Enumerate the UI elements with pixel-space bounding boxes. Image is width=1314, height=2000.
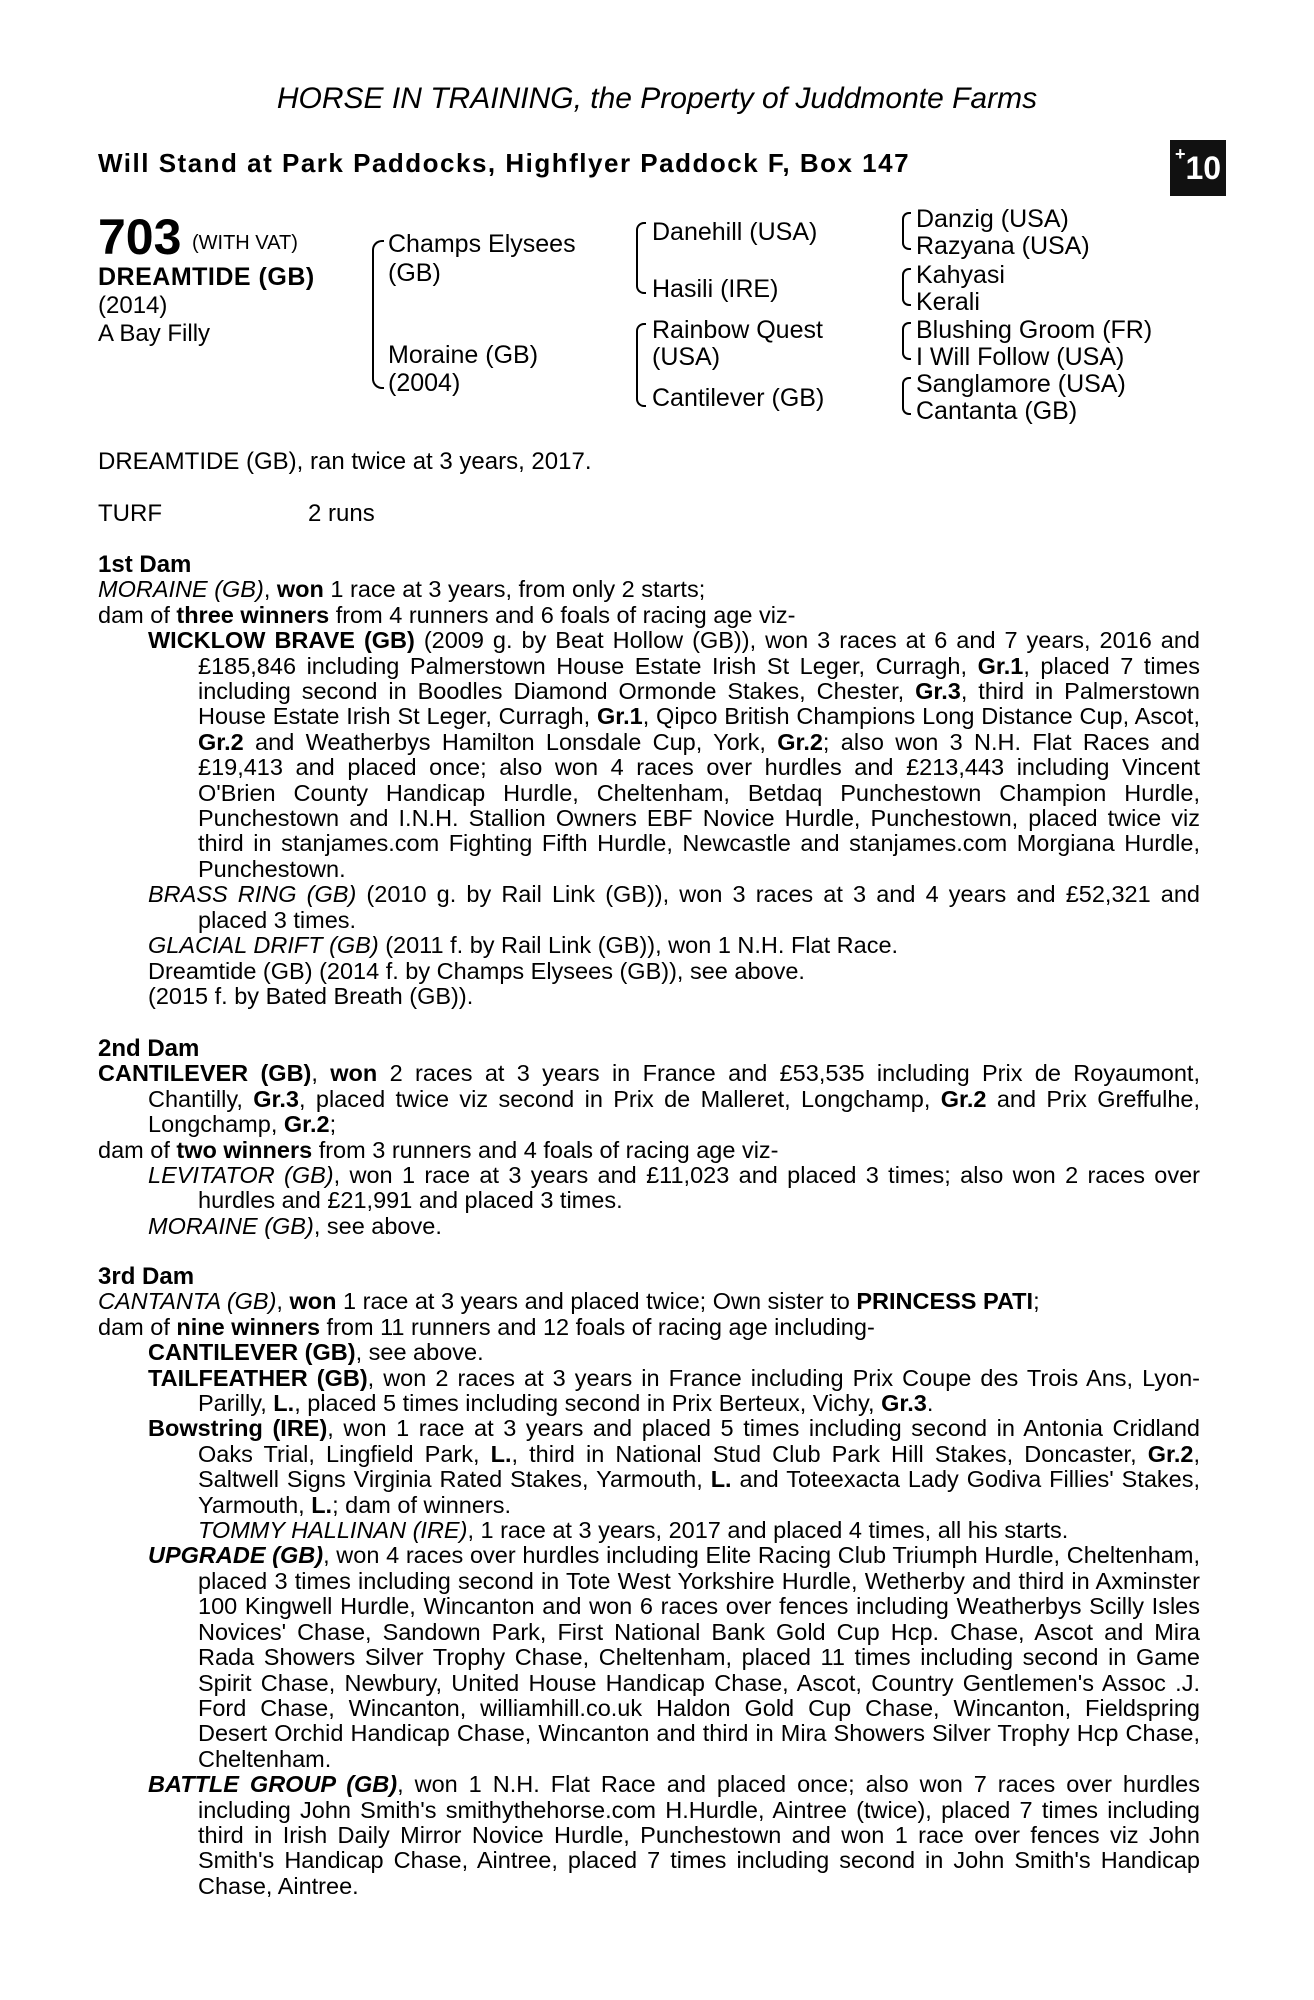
third-dam-title: 3rd Dam: [98, 1263, 195, 1290]
dam-sire-line2: (USA): [652, 343, 721, 371]
g4: Kerali: [916, 288, 980, 316]
progeny-dreamtide: Dreamtide (GB) (2014 f. by Champs Elysees (GB)), see above.: [148, 957, 805, 984]
second-dam-section: [98, 1036, 1200, 1239]
g5: Blushing Groom (FR): [916, 316, 1153, 344]
first-dam-line1: MORAINE (GB), won 1 race at 3 years, from only 2 starts;: [98, 576, 706, 603]
dam-line2: (2004): [388, 369, 461, 397]
progeny-battle-group: BATTLE GROUP (GB), won 1 N.H. Flat Race and placed once; also won 7 races over hurdles including John Smith's smithythehorse.com H.Hurdle, Aintree (twice), placed 7 times including third in Irish Daily Mirror Novice Hurdle, Punchestown and won 1 race over fences viz John Smith's Handicap Chase, Aintree, placed 7 times including second in John Smith's Handicap Chase, Aintree.: [148, 1771, 1200, 1899]
g1: Danzig (USA): [916, 205, 1069, 233]
horse-name: DREAMTIDE (GB): [98, 263, 315, 291]
first-dam-section: [98, 552, 1200, 1009]
stand-location: Will Stand at Park Paddocks, Highflyer Paddock F, Box 147: [98, 148, 911, 178]
first-dam-title: 1st Dam: [98, 551, 192, 578]
sire-dam: Hasili (IRE): [652, 275, 779, 303]
sire-bracket: [372, 240, 384, 389]
foaling-year: (2014): [98, 292, 168, 319]
badge-plus: +: [1174, 144, 1186, 164]
first-dam-line2: dam of three winners from 4 runners and 6 foals of racing age viz-: [98, 601, 796, 628]
second-dam-record: CANTILEVER (GB), won 2 races at 3 years in France and £53,535 including Prix de Royaumont, Chantilly, Gr.3, placed twice viz second in Prix de Malleret, Longchamp, Gr.2 and Prix Greffulhe, Longchamp, Gr.2;: [98, 1060, 1200, 1138]
progeny-glacial-drift: GLACIAL DRIFT (GB) (2011 f. by Rail Link (GB)), won 1 N.H. Flat Race.: [148, 932, 899, 959]
second-dam-progeny-line: dam of two winners from 3 runners and 4 foals of racing age viz-: [98, 1136, 779, 1163]
g-bracket-2: [902, 268, 911, 306]
sire-line1: Champs Elysees: [388, 230, 576, 258]
progeny-wicklow-brave: WICKLOW BRAVE (GB) (2009 g. by Beat Hollow (GB)), won 3 races at 6 and 7 years, 2016 and £185,846 including Palmerstown House Estate Irish St Leger, Curragh, Gr.1, placed 7 times including second in Boodles Diamond Ormonde Stakes, Chester, Gr.3, third in Palmerstown House Estate Irish St Leger, Curragh, Gr.1, Qipco British Champions Long Distance Cup, Ascot, Gr.2 and Weatherbys Hamilton Lonsdale Cup, York, Gr.2; also won 3 N.H. Flat Races and £19,413 and placed once; also won 4 races over hurdles and £213,443 including Vincent O'Brien County Handicap Hurdle, Cheltenham, Betdaq Punchestown Champion Hurdle, Punchestown and I.N.H. Stallion Owners EBF Novice Hurdle, Punchestown, placed twice viz third in stanjames.com Fighting Fifth Hurdle, Newcastle and stanjames.com Morgiana Hurdle, Punchestown.: [148, 627, 1200, 882]
g6: I Will Follow (USA): [916, 343, 1125, 371]
g2: Razyana (USA): [916, 232, 1090, 260]
g-bracket-1: [902, 212, 911, 250]
progeny-tommy-hallinan: TOMMY HALLINAN (IRE), 1 race at 3 years, 2017 and placed 4 times, all his starts.: [198, 1517, 1069, 1544]
progeny-cantilever: CANTILEVER (GB), see above.: [148, 1339, 484, 1366]
dam-dam: Cantilever (GB): [652, 384, 825, 412]
g-bracket-4: [902, 377, 911, 415]
sire-parents-bracket: [636, 222, 646, 294]
g-bracket-3: [902, 322, 911, 360]
turf-label: TURF: [98, 500, 162, 527]
dam-line1: Moraine (GB): [388, 341, 539, 369]
page-header: HORSE IN TRAINING, the Property of Juddmonte Farms: [276, 82, 1038, 115]
sire-line2: (GB): [388, 259, 441, 287]
progeny-brass-ring: BRASS RING (GB) (2010 g. by Rail Link (GB)), won 3 races at 3 and 4 years and £52,321 and placed 3 times.: [148, 881, 1200, 933]
vat-note: (WITH VAT): [192, 232, 298, 254]
g7: Sanglamore (USA): [916, 370, 1126, 398]
progeny-2015: (2015 f. by Bated Breath (GB)).: [148, 982, 474, 1009]
badge-number: 10: [1185, 149, 1222, 186]
lot-number: 703: [98, 209, 182, 265]
dam-sire-line1: Rainbow Quest: [652, 316, 823, 344]
horse-description: A Bay Filly: [98, 320, 211, 347]
third-dam-section: [98, 1264, 1200, 1899]
race-summary: DREAMTIDE (GB), ran twice at 3 years, 2017.: [98, 448, 592, 475]
second-dam-title: 2nd Dam: [98, 1035, 200, 1062]
g8: Cantanta (GB): [916, 397, 1078, 425]
dam-parents-bracket: [636, 323, 646, 407]
g3: Kahyasi: [916, 261, 1005, 289]
progeny-bowstring: Bowstring (IRE), won 1 race at 3 years and placed 5 times including second in Antonia Cridland Oaks Trial, Lingfield Park, L., third in National Stud Club Park Hill Stakes, Doncaster, Gr.2, Saltwell Signs Virginia Rated Stakes, Yarmouth, L. and Toteexacta Lady Godiva Fillies' Stakes, Yarmouth, L.; dam of winners.: [148, 1415, 1200, 1518]
progeny-moraine: MORAINE (GB), see above.: [148, 1212, 442, 1239]
turf-runs: 2 runs: [308, 500, 375, 527]
lot-badge: [1170, 140, 1226, 196]
progeny-levitator: LEVITATOR (GB), won 1 race at 3 years and £11,023 and placed 3 times; also won 2 races over hurdles and £21,991 and placed 3 times.: [148, 1162, 1200, 1214]
progeny-tailfeather: TAILFEATHER (GB), won 2 races at 3 years in France including Prix Coupe des Trois Ans, Lyon-Parilly, L., placed 5 times including second in Prix Berteux, Vichy, Gr.3.: [148, 1364, 1200, 1417]
sire-sire: Danehill (USA): [652, 218, 818, 246]
progeny-upgrade: UPGRADE (GB), won 4 races over hurdles including Elite Racing Club Triumph Hurdle, Cheltenham, placed 3 times including second in Tote West Yorkshire Hurdle, Wetherby and third in Axminster 100 Kingwell Hurdle, Wincanton and won 6 races over fences including Weatherbys Scilly Isles Novices' Chase, Sandown Park, First National Bank Gold Cup Hcp. Chase, Ascot and Mira Rada Showers Silver Trophy Chase, Cheltenham, placed 11 times including second in Game Spirit Chase, Newbury, United House Handicap Chase, Ascot, Country Gentlemen's Assoc .J. Ford Chase, Wincanton, williamhill.co.uk Haldon Gold Cup Chase, Wincanton, Fieldspring Desert Orchid Handicap Chase, Wincanton and third in Mira Showers Silver Trophy Hcp Chase, Cheltenham.: [148, 1542, 1200, 1772]
third-dam-record: CANTANTA (GB), won 1 race at 3 years and placed twice; Own sister to PRINCESS PATI;: [98, 1288, 1040, 1315]
third-dam-progeny-line: dam of nine winners from 11 runners and 12 foals of racing age including-: [98, 1313, 875, 1340]
